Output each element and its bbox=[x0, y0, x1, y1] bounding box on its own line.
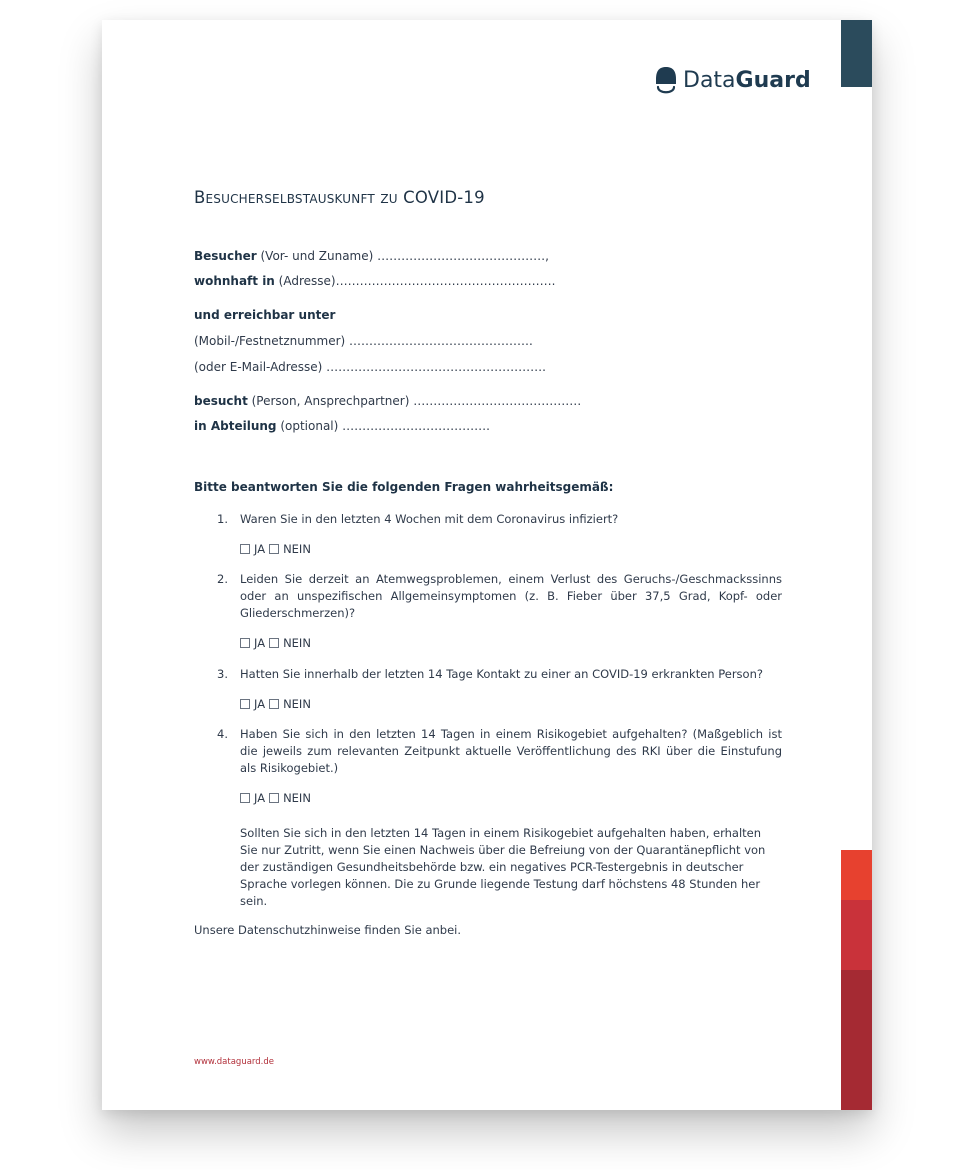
question-4-number: 4. bbox=[217, 727, 228, 741]
question-2-number: 2. bbox=[217, 572, 228, 586]
email-line: (oder E-Mail-Adresse) ………………………………………………. bbox=[194, 360, 546, 374]
question-4-text: Haben Sie sich in den letzten 14 Tagen in einem Risikogebiet aufgehalten? (Maßgeblich ist die jeweils zum relevanten Zeitpunkt aktuelle Veröffentlichung des RKI über die Einstufung als Risikogebiet.) bbox=[240, 727, 782, 775]
nein-checkbox[interactable] bbox=[269, 544, 279, 554]
question-3-answers bbox=[240, 697, 311, 711]
question-1-answers bbox=[240, 542, 311, 556]
privacy-notice: Unsere Datenschutzhinweise finden Sie anbei. bbox=[194, 923, 461, 937]
question-3-text: Hatten Sie innerhalb der letzten 14 Tage Kontakt zu einer an COVID-19 erkrankten Person? bbox=[240, 667, 763, 681]
top-accent-stripe bbox=[841, 20, 872, 87]
bottom-accent-stripe-dark bbox=[841, 970, 872, 1110]
bottom-accent-stripe-mid bbox=[841, 900, 872, 970]
ja-checkbox[interactable] bbox=[240, 699, 250, 709]
nein-label: NEIN bbox=[283, 697, 311, 711]
question-1-number: 1. bbox=[217, 512, 228, 526]
ja-checkbox[interactable] bbox=[240, 793, 250, 803]
logo-text-guard: Guard bbox=[735, 67, 811, 93]
address-line: (Adresse)………………………………………………. bbox=[274, 274, 556, 288]
phone-line: (Mobil-/Festnetznummer) ………………………………………. bbox=[194, 334, 533, 348]
dataguard-logo bbox=[655, 64, 811, 96]
ja-label: JA bbox=[254, 542, 266, 556]
bottom-accent-stripe-light bbox=[841, 850, 872, 900]
question-2-answers bbox=[240, 636, 311, 650]
address-label: wohnhaft in bbox=[194, 274, 275, 288]
email-field bbox=[194, 360, 546, 374]
questions-intro: Bitte beantworten Sie die folgenden Fragen wahrheitsgemäß: bbox=[194, 480, 614, 494]
visited-line: (Person, Ansprechpartner) …………………………………… bbox=[247, 394, 582, 408]
phone-field bbox=[194, 334, 533, 348]
visitor-name-field bbox=[194, 249, 549, 263]
visited-label: besucht bbox=[194, 394, 248, 408]
department-field bbox=[194, 419, 490, 433]
ja-label: JA bbox=[254, 636, 266, 650]
question-1-text: Waren Sie in den letzten 4 Wochen mit dem Coronavirus infiziert? bbox=[240, 512, 619, 526]
question-4-answers bbox=[240, 791, 311, 805]
visitor-line: (Vor- und Zuname) ……………………………………, bbox=[256, 249, 549, 263]
department-line: (optional) ………………………………. bbox=[276, 419, 490, 433]
padlock-icon bbox=[655, 64, 677, 96]
visited-person-field bbox=[194, 394, 581, 408]
visitor-label: Besucher bbox=[194, 249, 257, 263]
nein-label: NEIN bbox=[283, 636, 311, 650]
risk-area-note: Sollten Sie sich in den letzten 14 Tagen in einem Risikogebiet aufgehalten haben, erhalten Sie nur Zutritt, wenn Sie einen Nachweis über die Befreiung von der Quarantänepflicht von der zuständigen Gesundheitsbehörde bzw. ein negatives PCR-Testergebnis in deutscher Sprache vorlegen können. Die zu Grunde liegende Testung darf höchstens 48 Stunden her sein. bbox=[240, 826, 766, 908]
ja-label: JA bbox=[254, 697, 266, 711]
contact-heading bbox=[194, 308, 335, 322]
department-label: in Abteilung bbox=[194, 419, 277, 433]
ja-checkbox[interactable] bbox=[240, 638, 250, 648]
title-text: Besucherselbstauskunft zu COVID-19 bbox=[194, 188, 485, 207]
ja-label: JA bbox=[254, 791, 266, 805]
contact-label: und erreichbar unter bbox=[194, 308, 336, 322]
ja-checkbox[interactable] bbox=[240, 544, 250, 554]
document-title bbox=[194, 188, 485, 207]
nein-checkbox[interactable] bbox=[269, 793, 279, 803]
document-page bbox=[102, 20, 872, 1110]
question-2-text: Leiden Sie derzeit an Atemwegsproblemen, einem Verlust des Geruchs-/Geschmackssinns oder an unspezifischen Allgemeinsymptomen (z. B. Fieber über 37,5 Grad, Kopf- oder Gliederschmerzen)? bbox=[240, 572, 782, 620]
nein-checkbox[interactable] bbox=[269, 638, 279, 648]
address-field bbox=[194, 274, 555, 288]
website-link[interactable]: www.dataguard.de bbox=[194, 1057, 274, 1067]
nein-label: NEIN bbox=[283, 791, 311, 805]
nein-checkbox[interactable] bbox=[269, 699, 279, 709]
logo-text-data: Data bbox=[683, 67, 736, 93]
question-3-number: 3. bbox=[217, 667, 228, 681]
nein-label: NEIN bbox=[283, 542, 311, 556]
